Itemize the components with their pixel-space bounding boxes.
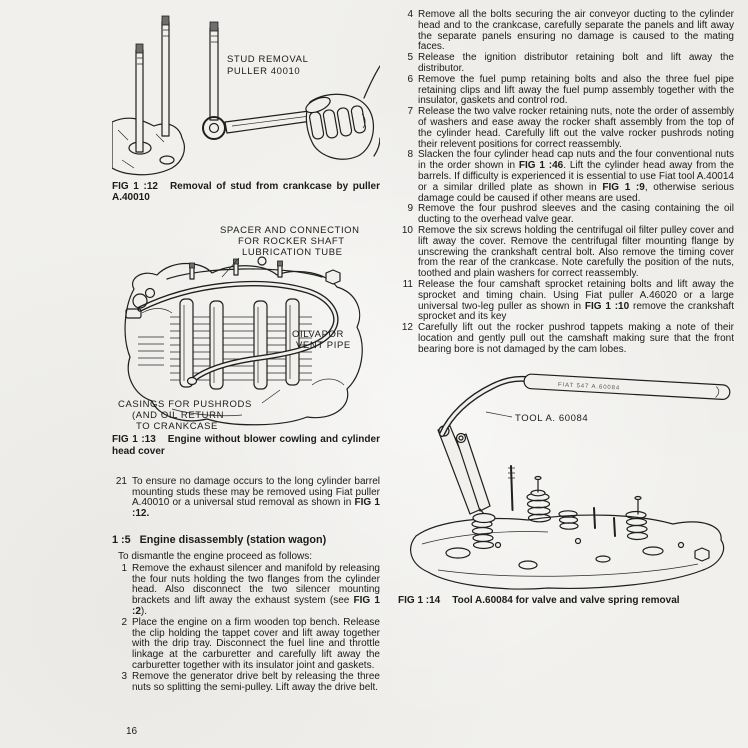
item-number: 21 bbox=[115, 475, 127, 487]
instruction-item-3 bbox=[112, 672, 380, 694]
instruction-item-12 bbox=[398, 323, 734, 355]
stud-removal-illustration bbox=[112, 10, 380, 178]
item-text: Remove the four pushrod sleeves and the casing containing the oil ducting to the overhead valve gear. bbox=[418, 203, 734, 226]
item-text: Carefully lift out the rocker pushrod tappets making a note of their location and gently pull out the camshaft making sure that the front bearing bore is not damaged by the cam lobes. bbox=[418, 322, 734, 355]
instruction-item-6 bbox=[398, 75, 734, 107]
item-number: 4 bbox=[407, 9, 413, 20]
section-intro: To dismantle the engine proceed as follows: bbox=[118, 551, 313, 562]
figure3-label-text: TOOL A. 60084 bbox=[515, 412, 589, 424]
instruction-item-11 bbox=[398, 280, 734, 323]
instruction-item-5 bbox=[398, 53, 734, 75]
figure2-labels bbox=[118, 225, 360, 431]
studs-drawing bbox=[136, 16, 218, 152]
figure-stud-removal bbox=[112, 10, 380, 203]
figure-valve-tool bbox=[398, 368, 734, 606]
figure2-label-top-line2: FOR ROCKER SHAFT bbox=[238, 236, 345, 248]
item-number: 2 bbox=[121, 616, 127, 628]
figure2-label-top-line3: LUBRICATION TUBE bbox=[242, 247, 343, 259]
figure3-caption-text: Tool A.60084 for valve and valve spring removal bbox=[452, 594, 680, 606]
instruction-item-1 bbox=[112, 564, 380, 618]
tool-handle-drawing bbox=[442, 373, 730, 433]
item-number: 7 bbox=[407, 106, 413, 118]
section-number: 1 :5 bbox=[112, 534, 131, 546]
item-number: 6 bbox=[407, 73, 413, 85]
figure1-label-line1: STUD REMOVAL bbox=[227, 54, 309, 65]
figure1-caption-tag: FIG 1 :12 bbox=[112, 181, 158, 192]
instruction-item-8 bbox=[398, 150, 734, 204]
tool-handle-stamp-text: FIAT 547 A.60084 bbox=[557, 381, 621, 392]
section-title: Engine disassembly (station wagon) bbox=[139, 534, 327, 546]
figure2-caption-text: Engine without blower cowling and cylinder head cover bbox=[112, 434, 380, 457]
item-number: 1 bbox=[121, 562, 127, 574]
figure1-caption bbox=[112, 181, 380, 203]
item-number: 5 bbox=[407, 52, 413, 64]
item-number: 8 bbox=[407, 149, 413, 161]
item-number: 10 bbox=[401, 224, 413, 236]
figure3-caption-tag: FIG 1 :14 bbox=[398, 594, 441, 606]
figure2-label-bottom-line2: (AND OIL RETURN bbox=[132, 410, 225, 422]
tool-linkage-drawing bbox=[438, 426, 495, 523]
figure-engine-block bbox=[112, 217, 380, 456]
figure2-label-right-line2: VENT PIPE bbox=[296, 340, 351, 352]
instruction-item-9 bbox=[398, 204, 734, 226]
figure3-caption bbox=[398, 595, 734, 606]
instruction-item-10 bbox=[398, 226, 734, 280]
figure3-label bbox=[486, 412, 588, 424]
instruction-item-21 bbox=[112, 477, 380, 520]
crankcase-drawing bbox=[112, 118, 184, 175]
item-text: Remove the generator drive belt by releasing the three nuts so splitting the semi-pulley. Lift away the drive belt. bbox=[132, 670, 380, 693]
item-number: 9 bbox=[407, 203, 413, 215]
figure2-label-bottom-line3: TO CRANKCASE bbox=[136, 421, 218, 432]
rocker-gear-drawing bbox=[167, 257, 340, 284]
page-number: 16 bbox=[126, 726, 138, 737]
head-studs-drawing bbox=[508, 466, 615, 536]
instruction-item-4 bbox=[398, 10, 734, 53]
item-text: Remove the exhaust silencer and manifold by releasing the four nuts holding the two flanges from the cylinder head. Also disconnect the two silencer mounting brackets and lift away the exhaust system (see FIG 1 :2). bbox=[132, 562, 380, 617]
item-text: To ensure no damage occurs to the long cylinder barrel mounting studs these may be removed using Fiat puller A.40010 or a universal stud removal as shown in FIG 1 :12. bbox=[132, 475, 380, 520]
item-text: Remove the six screws holding the centrifugal oil filter pulley cover and lift away the cover. Remove the centrifugal filter mounting flange by unscrewing the crankshaft central bolt. Also remove the timing cover from the rear of the crankcase. Note carefully the position of the nuts, toothed and plain washers for correct reassembly. bbox=[418, 224, 734, 280]
figure2-caption-tag: FIG 1 :13 bbox=[112, 434, 156, 446]
hand-drawing bbox=[304, 66, 380, 159]
figure2-label-bottom-line1: CASINGS FOR PUSHRODS bbox=[118, 399, 252, 411]
figure2-label-top-line1: SPACER AND CONNECTION bbox=[220, 225, 360, 237]
figure1-label-line2: PULLER 40010 bbox=[227, 66, 301, 77]
item-text: Remove the fuel pump retaining bolts and also the three fuel pipe retaining clips and lift away the fuel pump assembly together with the insulator, gaskets and control rod. bbox=[418, 73, 734, 107]
item-number: 12 bbox=[401, 322, 413, 334]
figure2-label-right-line1: OILVAPOR bbox=[292, 329, 344, 341]
item-text: Release the four camshaft sprocket retaining bolts and lift away the sprocket and timing chain. Using Fiat puller A.46020 or a large universal two-leg puller as shown in FIG 1 :10 remove the crankshaft sprocket and its key bbox=[418, 278, 734, 323]
valve-springs-drawing bbox=[472, 476, 648, 548]
section-heading bbox=[112, 534, 380, 546]
left-column bbox=[112, 10, 380, 693]
valve-tool-illustration bbox=[398, 368, 734, 592]
cylinder-head-drawing bbox=[411, 515, 724, 589]
engine-block-illustration bbox=[112, 217, 380, 431]
item-text: Remove all the bolts securing the air conveyor ducting to the cylinder head and to the crankcase, carefully separate the panels and lift away the separate panels ensuring no damage is caused to the mating faces. bbox=[418, 9, 734, 53]
item-text: Release the ignition distributor retaining bolt and lift away the distributor. bbox=[418, 52, 734, 74]
figure1-caption-text: Removal of stud from crankcase by puller A.40010 bbox=[112, 181, 380, 204]
instruction-item-7 bbox=[398, 107, 734, 150]
item-number: 3 bbox=[121, 670, 127, 682]
wrench-drawing bbox=[203, 110, 319, 139]
instruction-item-2 bbox=[112, 618, 380, 672]
right-column bbox=[398, 10, 734, 606]
item-number: 11 bbox=[402, 278, 413, 290]
figure2-caption bbox=[112, 434, 380, 456]
item-text: Place the engine on a firm wooden top bench. Release the clip holding the tappet cover and lift away together with the drip tray. Disconnect the fuel line and throttle linkage at the carburetter and carefully lift away the carburetter together with its insulator joint and gaskets. bbox=[132, 616, 380, 671]
item-text: Slacken the four cylinder head cap nuts and the four conventional nuts in the order shown in FIG 1 :46. Lift the cylinder head away from the barrels. If difficulty is experienced it is essential to use Fiat tool A.40014 or a similar drilled plate as shown in FIG 1 :9, otherwise serious damage could be caused if other means are used. bbox=[418, 149, 734, 204]
figure1-label bbox=[227, 54, 308, 77]
item-text: Release the two valve rocker retaining nuts, note the order of assembly of washers and ease away the rocker shaft assembly from the top of the cylinder head. Carefully lift out the valve rocker pushrods noting their relevent positions for correct reassembly. bbox=[418, 106, 734, 150]
